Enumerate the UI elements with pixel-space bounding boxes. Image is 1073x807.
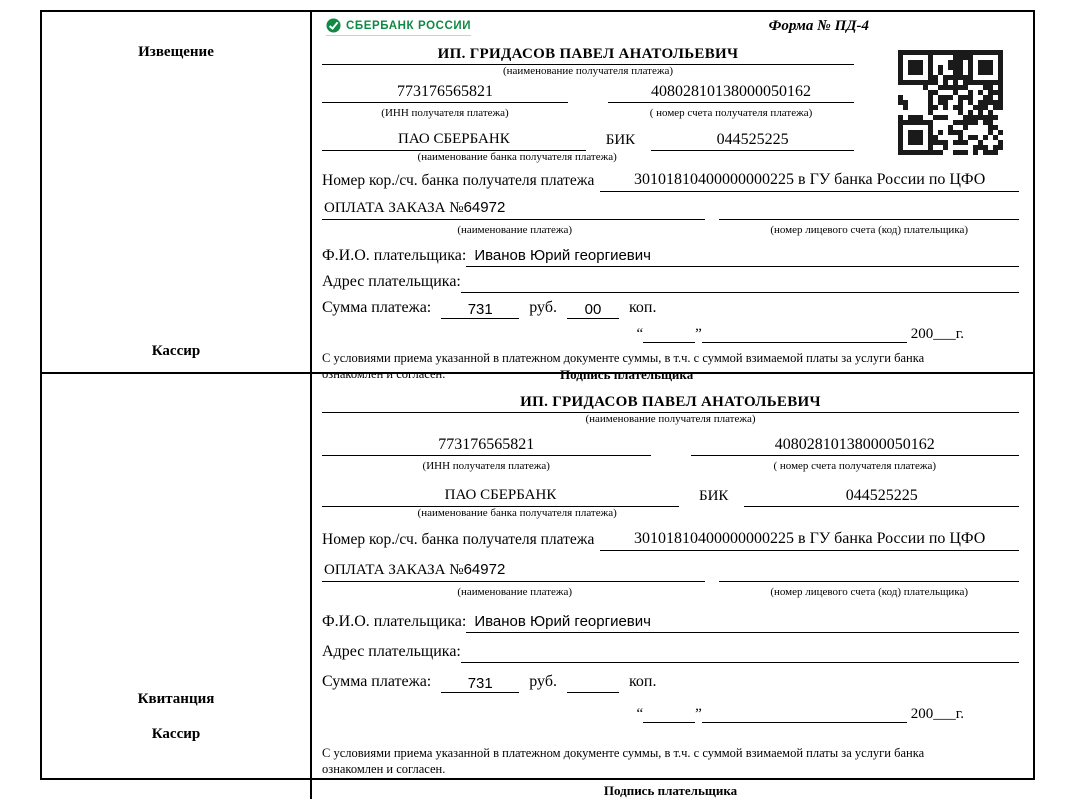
payment-order-number: 64972	[463, 561, 506, 578]
bik-value: 044525225	[651, 129, 854, 151]
bank-name: ПАО СБЕРБАНК	[322, 129, 586, 151]
bank-caption: (наименование банка получателя платежа)	[417, 151, 617, 163]
date-month-blank	[702, 705, 907, 723]
account-value: 40802810138000050162	[608, 81, 854, 103]
payer-name: Иванов Юрий георгиевич	[466, 245, 1019, 267]
payment-name-field	[322, 559, 705, 582]
date-close-quote: ”	[695, 706, 702, 722]
date-row	[322, 325, 1019, 343]
notice-content	[312, 12, 1033, 382]
personal-account-blank	[719, 560, 1019, 582]
form-number: Форма № ПД-4	[768, 18, 869, 34]
account-value: 40802810138000050162	[691, 434, 1020, 456]
receipt-section	[42, 374, 1033, 799]
signature-label: Подпись плательщика	[560, 366, 694, 382]
kop-label: коп.	[628, 673, 657, 690]
bik-label: БИК	[605, 132, 636, 148]
cashier-label: Кассир	[151, 343, 201, 359]
inn-value: 773176565821	[322, 434, 651, 456]
sberbank-logo-text: СБЕРБАНК РОССИИ	[346, 19, 472, 32]
korr-account-value: 30101810400000000225 в ГУ банка России по ЦФО	[600, 528, 1019, 551]
notice-section	[42, 12, 1033, 382]
rub-label: руб.	[529, 299, 557, 316]
address-label: Адрес плательщика:	[322, 273, 461, 290]
date-open-quote: “	[636, 706, 644, 722]
notice-stub	[42, 12, 312, 372]
payer-name: Иванов Юрий георгиевич	[466, 611, 1019, 633]
personal-account-blank	[719, 198, 1019, 220]
date-month-blank	[702, 325, 907, 343]
receipt-content	[312, 374, 1033, 799]
personal-caption: (номер лицевого счета (код) плательщика)	[770, 586, 969, 598]
qr-code	[898, 50, 1003, 155]
korr-account-value: 30101810400000000225 в ГУ банка России по ЦФО	[600, 169, 1019, 192]
sum-label: Сумма платежа:	[322, 673, 432, 690]
inn-value: 773176565821	[322, 81, 568, 103]
korr-label: Номер кор./сч. банка получателя платежа	[322, 531, 595, 548]
address-label: Адрес плательщика:	[322, 643, 461, 660]
agreement-text: С условиями приема указанной в платежном документе суммы, в т.ч. с суммой взимаемой платы за услуги банка ознакомлен и согласен.	[322, 351, 925, 382]
date-year: 200___г.	[910, 706, 964, 722]
inn-caption: (ИНН получателя платежа)	[422, 460, 550, 472]
bank-caption: (наименование банка получателя платежа)	[417, 507, 617, 519]
rub-label: руб.	[529, 673, 557, 690]
account-caption: ( номер счета получателя платежа)	[773, 460, 936, 472]
recipient-name: ИП. ГРИДАСОВ ПАВЕЛ АНАТОЛЬЕВИЧ	[322, 44, 854, 65]
sberbank-logo-icon	[326, 18, 341, 33]
personal-caption: (номер лицевого счета (код) плательщика)	[770, 224, 969, 236]
payment-name-label: ОПЛАТА ЗАКАЗА №	[324, 562, 464, 578]
date-close-quote: ”	[695, 326, 702, 342]
address-value-blank	[461, 645, 1019, 663]
sberbank-logo	[326, 18, 471, 36]
date-year: 200___г.	[910, 326, 964, 342]
recipient-name: ИП. ГРИДАСОВ ПАВЕЛ АНАТОЛЬЕВИЧ	[322, 392, 1019, 413]
cashier-label: Кассир	[151, 725, 201, 742]
sum-kop-value	[567, 692, 619, 693]
section-title-receipt: Квитанция	[137, 690, 215, 707]
kop-label: коп.	[628, 299, 657, 316]
payment-caption: (наименование платежа)	[457, 586, 573, 598]
inn-caption: (ИНН получателя платежа)	[381, 107, 509, 119]
section-title-notice: Извещение	[138, 44, 214, 60]
payment-caption: (наименование платежа)	[457, 224, 573, 236]
sum-rub-value: 731	[441, 301, 519, 319]
korr-label: Номер кор./сч. банка получателя платежа	[322, 172, 595, 189]
bik-value: 044525225	[744, 485, 1019, 507]
sum-rub-value: 731	[441, 675, 519, 693]
date-day-blank	[643, 705, 695, 723]
date-day-blank	[643, 325, 695, 343]
payment-name-field	[322, 197, 705, 220]
bank-name: ПАО СБЕРБАНК	[322, 485, 679, 507]
signature-label: Подпись плательщика	[603, 782, 738, 798]
payment-name-label: ОПЛАТА ЗАКАЗА №	[324, 200, 464, 216]
agreement-text: С условиями приема указанной в платежном документе суммы, в т.ч. с суммой взимаемой платы за услуги банка ознакомлен и согласен.	[322, 746, 925, 777]
recipient-caption: (наименование получателя платежа)	[502, 65, 674, 77]
payment-slip-pd4	[40, 10, 1035, 798]
fio-label: Ф.И.О. плательщика:	[322, 247, 467, 264]
payment-order-number: 64972	[463, 199, 506, 216]
sum-label: Сумма платежа:	[322, 299, 432, 316]
account-caption: ( номер счета получателя платежа)	[649, 107, 813, 119]
receipt-stub	[42, 374, 312, 799]
recipient-caption: (наименование получателя платежа)	[585, 413, 756, 425]
sum-kop-value: 00	[567, 301, 619, 319]
address-value-blank	[461, 275, 1019, 293]
bik-label: БИК	[698, 488, 729, 504]
date-row	[322, 705, 1019, 723]
date-open-quote: “	[636, 326, 644, 342]
fio-label: Ф.И.О. плательщика:	[322, 613, 467, 630]
